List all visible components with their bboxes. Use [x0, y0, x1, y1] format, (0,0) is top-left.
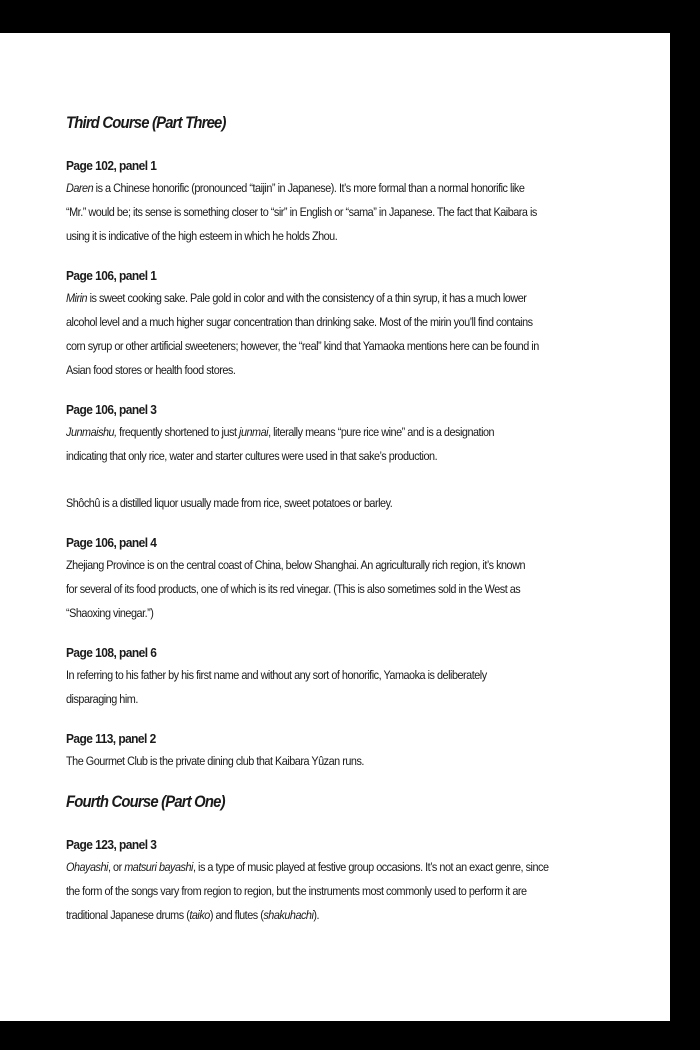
note-text-line	[66, 663, 635, 687]
note-heading: Page 123, panel 3	[66, 837, 157, 852]
text-run: , or	[107, 860, 125, 874]
note-text-line	[66, 577, 635, 601]
text-run: The Gourmet Club is the private dining club that Kaibara Yûzan runs.	[66, 754, 364, 768]
text-run: indicating that only rice, water and starter cultures were used in that sake’s production.	[66, 449, 438, 463]
note-text-line	[66, 310, 635, 334]
note-text-line	[66, 601, 635, 625]
text-run: “Mr.” would be; its sense is something closer to “sir” in English or “sama” in Japanese. The fact that Kaibara is	[66, 205, 537, 219]
text-run: Zhejiang Province is on the central coast of China, below Shanghai. An agriculturally rich region, it’s known	[66, 558, 526, 572]
note-heading: Page 106, panel 3	[66, 402, 157, 417]
note-text-line	[66, 334, 635, 358]
text-run: using it is indicative of the high esteem in which he holds Zhou.	[66, 229, 338, 243]
italic-term: Junmaishu,	[66, 425, 117, 439]
note-text-line	[66, 224, 635, 248]
note-text-line	[66, 553, 635, 577]
italic-term: shakuhachi	[263, 908, 314, 922]
note-text-line	[66, 200, 635, 224]
section-title: Fourth Course (Part One)	[66, 793, 225, 811]
note-text-line	[66, 420, 635, 444]
note-text-line	[66, 687, 635, 711]
note-entry	[66, 729, 626, 773]
text-run: , is a type of music played at festive group occasions. It’s not an exact genre, since	[192, 860, 549, 874]
text-run: is a Chinese honorific (pronounced “taijin” in Japanese). It’s more formal than a normal honorific like	[93, 181, 525, 195]
text-run: Asian food stores or health food stores.	[66, 363, 236, 377]
note-text-line	[66, 855, 635, 879]
italic-term: Mirin	[66, 291, 88, 305]
note-text-line	[66, 879, 635, 903]
note-entry	[66, 643, 626, 711]
section-title: Third Course (Part Three)	[66, 114, 226, 132]
text-run: ) and flutes (	[209, 908, 264, 922]
note-entry	[66, 533, 626, 625]
note-entry	[66, 266, 626, 382]
note-heading: Page 108, panel 6	[66, 645, 157, 660]
note-text-line	[66, 286, 635, 310]
note-entry	[66, 156, 626, 248]
text-run: , literally means “pure rice wine” and is a designation	[268, 425, 495, 439]
text-run: is sweet cooking sake. Pale gold in color and with the consistency of a thin syrup, it has a much lower	[87, 291, 527, 305]
italic-term: junmai	[239, 425, 269, 439]
text-run: the form of the songs vary from region to region, but the instruments most commonly used to perform it are	[66, 884, 527, 898]
text-run: Shôchû is a distilled liquor usually made from rice, sweet potatoes or barley.	[66, 496, 393, 510]
glossary-notes	[66, 112, 626, 945]
text-run: “Shaoxing vinegar.”)	[66, 606, 154, 620]
italic-term: Daren	[66, 181, 94, 195]
note-text-line	[66, 444, 635, 468]
italic-term: taiko	[189, 908, 210, 922]
text-run: disparaging him.	[66, 692, 138, 706]
italic-term: matsuri bayashi	[124, 860, 193, 874]
text-run: frequently shortened to just	[116, 425, 240, 439]
note-text-line	[66, 749, 635, 773]
text-run: ).	[313, 908, 320, 922]
text-run: corn syrup or other artificial sweeteners; however, the “real” kind that Yamaoka mentions here can be found in	[66, 339, 539, 353]
text-run: for several of its food products, one of which is its red vinegar. (This is also sometimes sold in the West as	[66, 582, 521, 596]
note-entry	[66, 835, 626, 927]
text-run: In referring to his father by his first name and without any sort of honorific, Yamaoka is deliberately	[66, 668, 487, 682]
note-text-line	[66, 358, 635, 382]
note-heading: Page 106, panel 4	[66, 535, 157, 550]
text-run: traditional Japanese drums (	[66, 908, 190, 922]
note-heading: Page 106, panel 1	[66, 268, 157, 283]
note-text-line	[66, 903, 635, 927]
note-heading: Page 113, panel 2	[66, 731, 156, 746]
note-text-line	[66, 491, 635, 515]
note-heading: Page 102, panel 1	[66, 158, 157, 173]
document-page	[0, 33, 670, 1021]
note-text-line	[66, 176, 635, 200]
note-entry	[66, 400, 626, 515]
text-run: alcohol level and a much higher sugar concentration than drinking sake. Most of the mirin you’ll find contains	[66, 315, 533, 329]
italic-term: Ohayashi	[66, 860, 108, 874]
